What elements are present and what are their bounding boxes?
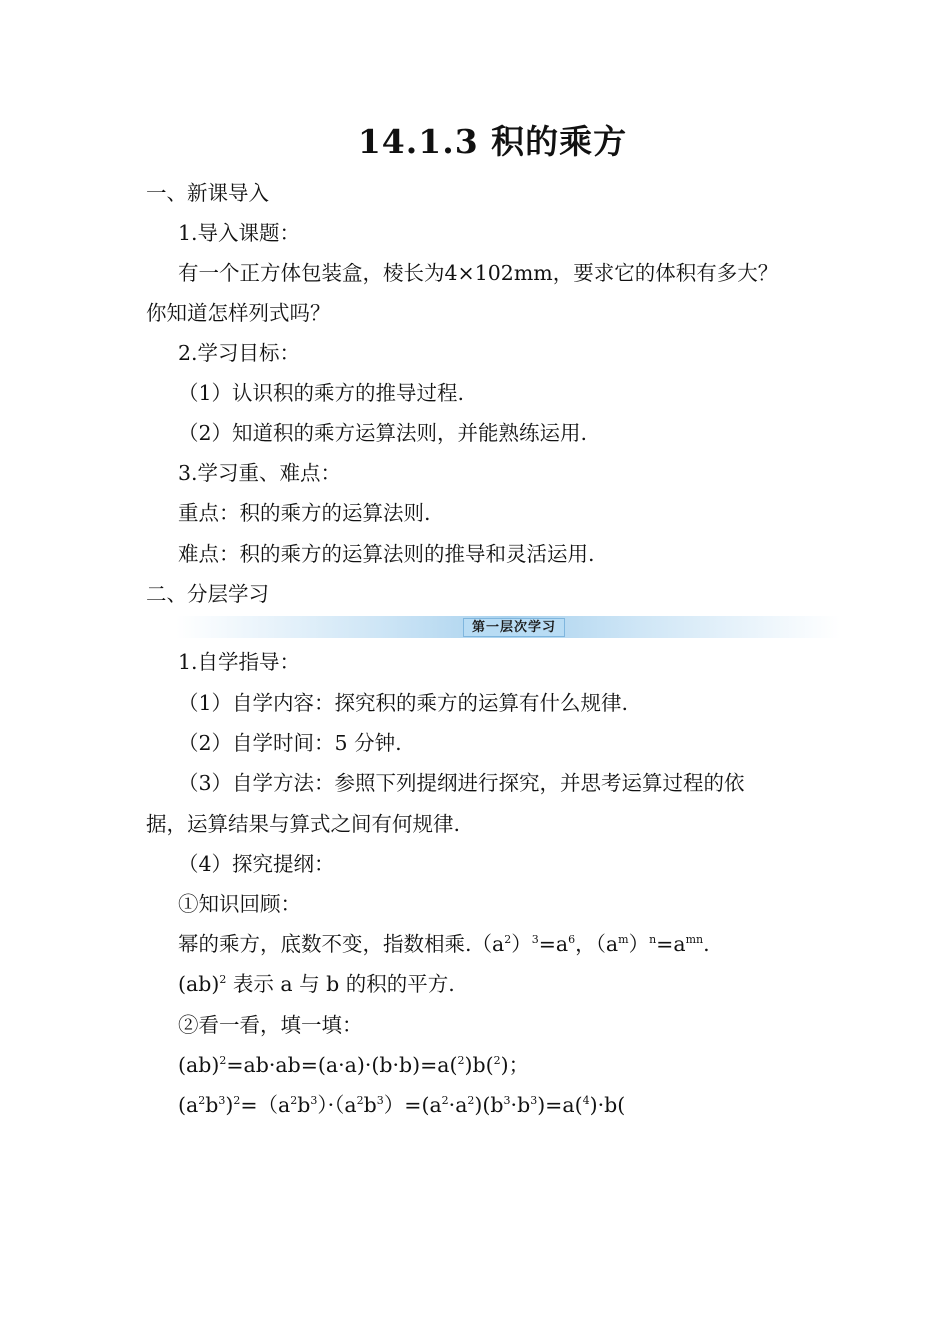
- self-study-item-2: （2）自学时间：5 分钟.: [178, 731, 402, 755]
- self-study-item-4: （4）探究提纲：: [178, 852, 335, 876]
- section-heading-layered: 二、分层学习: [146, 582, 269, 606]
- self-study-item-3-line2: 据，运算结果与算式之间有何规律.: [146, 812, 461, 836]
- section-heading-intro: 一、新课导入: [146, 181, 269, 205]
- equation-2: $(a^2b^3)^2=(a^2b^3)\cdot(a^2b^3)=(a^2\cdot a^2)(b^3\cdot b^3)=a(^4)\cdot b$(: [178, 1093, 626, 1117]
- review-rule-line: [178, 930, 710, 958]
- intro-paragraph-line2: 你知道怎样列式吗？: [146, 301, 331, 325]
- review-rule-text: 幂的乘方，底数不变，指数相乘.: [178, 932, 472, 956]
- fill-heading: ②看一看，填一填：: [178, 1013, 363, 1037]
- review-heading: ①知识回顾：: [178, 892, 301, 916]
- level-banner: [176, 616, 840, 638]
- page-title: 14.1.3 积的乘方: [357, 122, 628, 161]
- goals-heading: 2.学习目标：: [178, 341, 301, 365]
- intro-heading: 1.导入课题：: [178, 221, 301, 245]
- level-banner-label: 第一层次学习: [463, 618, 565, 637]
- equation-1: (ab)$^2$=ab·ab=(a·a)·(b·b)=a($^2$)b($^2$)；: [178, 1053, 530, 1077]
- key-points-heading: 3.学习重、难点：: [178, 461, 342, 485]
- review-formula: $(a^2)^3=a^6$，$(a^m)^n=a^{mn}$.: [471, 932, 710, 956]
- ab-square-definition: (ab)$^2$ 表示 a 与 b 的积的平方.: [178, 972, 455, 996]
- intro-paragraph-line1: 有一个正方体包装盒，棱长为4×102mm，要求它的体积有多大？: [178, 261, 779, 285]
- key-point: 重点：积的乘方的运算法则.: [178, 501, 431, 525]
- self-study-heading: 1.自学指导：: [178, 650, 301, 674]
- self-study-item-1: （1）自学内容：探究积的乘方的运算有什么规律.: [178, 691, 629, 715]
- goal-item-2: （2）知道积的乘方运算法则，并能熟练运用.: [178, 421, 588, 445]
- goal-item-1: （1）认识积的乘方的推导过程.: [178, 381, 465, 405]
- difficult-point: 难点：积的乘方的运算法则的推导和灵活运用.: [178, 542, 595, 566]
- self-study-item-3-line1: （3）自学方法：参照下列提纲进行探究，并思考运算过程的依: [178, 771, 745, 795]
